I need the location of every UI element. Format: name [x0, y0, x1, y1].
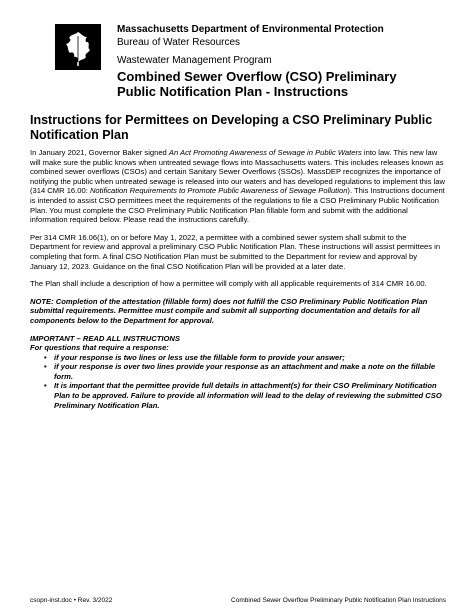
bureau-name: Bureau of Water Resources	[117, 37, 241, 48]
important-heading: IMPORTANT – READ ALL INSTRUCTIONS	[30, 333, 180, 343]
intro-text-b: into law. This new law will make sure the public knows when untreated sewage flows into Massachusetts waters. This includes releases known as combined sewer overflows (CSOs) and certain Sanitary Sewer Overflows (SSOs). MassDEP recognizes the importance of notifying the public when untreated sewage is released into our waters and has developed regulations to implement this law (314 CMR 16.00:	[30, 148, 445, 196]
instructions-body	[30, 148, 446, 410]
instruction-list	[30, 353, 446, 411]
document-title: Combined Sewer Overflow (CSO) Preliminary Public Notification Plan - Instructions	[117, 69, 397, 99]
list-item: • if your response is two lines or less use the fillable form to provide your answer;	[54, 353, 446, 363]
department-name: Massachusetts Department of Environmental Protection	[117, 24, 384, 35]
intro-text-a: In January 2021, Governor Baker signed	[30, 148, 169, 157]
paragraph-deadline: Per 314 CMR 16.06(1), on or before May 1, 2022, a permittee with a combined sewer system shall submit to the Department for review and approval a preliminary CSO Public Notification Plan. These instructions will assist permittees in completing that form. A final CSO Notification Plan must be submitted to the Department for review and approval by January 12, 2023. Guidance on the final CSO Notification Plan will be provided at a later date.	[30, 232, 441, 271]
footer-doc-id: csopn-inst.doc • Rev. 3/2022	[30, 597, 113, 604]
oak-leaf-logo-icon	[55, 24, 101, 70]
paragraph-plan: The Plan shall include a description of how a permittee will comply with all applicable requirements of 314 CMR 16.00.	[30, 279, 427, 289]
attestation-note: NOTE: Completion of the attestation (fillable form) does not fulfill the CSO Preliminary Public Notification Plan submittal requirements. Permittee must compile and submit all supporting documentation and details for all components below to the Department for approval.	[30, 296, 428, 325]
section-heading: Instructions for Permittees on Developing a CSO Preliminary Public Notification Plan	[30, 113, 433, 142]
list-item: • if your response is over two lines provide your response as an attachment and make a note on the fillable form.	[54, 362, 446, 381]
list-item: • It is important that the permittee provide full details in attachment(s) for their CSO Preliminary Notification Plan to be approved. Failure to provide all information will lead to the delay of reviewing the submitted CSO Preliminary Notification Plan.	[54, 381, 446, 410]
paragraph-intro	[30, 148, 446, 225]
regulation-title: Notification Requirements to Promote Public Awareness of Sewage Pollution	[89, 186, 348, 196]
important-intro: For questions that require a response:	[30, 343, 169, 353]
intro-text-c: ). This Instructions document is intended to assist CSO permittees meet the requirements of the regulations to file a CSO Preliminary Public Notification Plan. You must complete the CSO Preliminary Public Notification Plan fillable form and submit with the additional information required below. Please read the instructions carefully.	[30, 186, 445, 225]
program-name: Wastewater Management Program	[117, 55, 272, 66]
act-title: An Act Promoting Awareness of Sewage in Public Waters	[168, 148, 362, 157]
agency-block	[117, 23, 384, 49]
footer-doc-title: Combined Sewer Overflow Preliminary Public Notification Plan Instructions	[231, 597, 446, 604]
